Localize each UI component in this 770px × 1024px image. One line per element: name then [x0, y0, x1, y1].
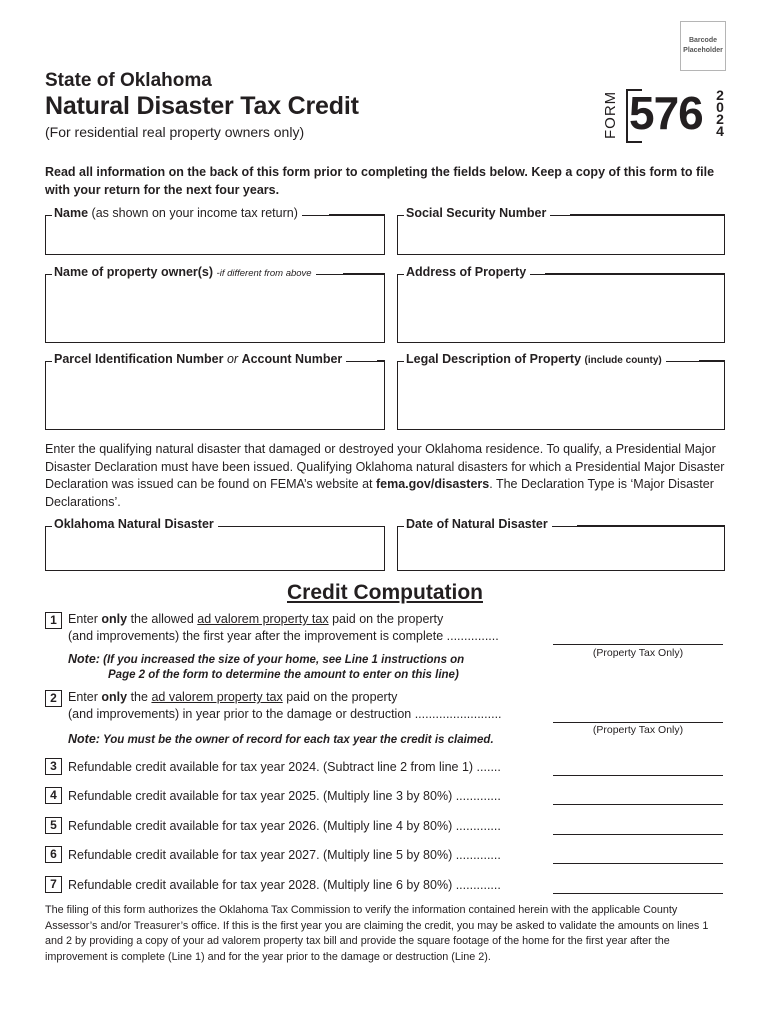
line-1-text-2: (and improvements) the first year after the improvement is complete ...............: [68, 629, 499, 643]
line-2-caption: (Property Tax Only): [592, 724, 684, 736]
year-digit: 4: [716, 123, 724, 139]
line-6-text: Refundable credit available for tax year 2027. (Multiply line 5 by 80%) .............: [68, 848, 501, 862]
line-6-amount[interactable]: [553, 851, 723, 864]
authorization-footer: The filing of this form authorizes the Oklahoma Tax Commission to verify the information contained herein with the applicable County Assessor’s and/or Treasurer’s office. If this is the first year you are claiming the credit, you may be asked to validate the amounts on lines 1 and 2 by providing a copy of your ad valorem property tax bill and provide the square footage of the home for the first year after the improvement is complete (Line 1) and for the year prior to the damage or destruction (Line 2).: [45, 904, 709, 963]
line-2-number: 2: [45, 690, 62, 707]
line-6-number: 6: [45, 846, 62, 863]
line-1-note: Note: (If you increased the size of your home, see Line 1 instructions on: [68, 652, 465, 666]
year-digit: 0: [716, 99, 724, 115]
legal-description-label: Legal Description of Property (include county): [404, 352, 666, 366]
natural-disaster-label: Oklahoma Natural Disaster: [52, 517, 218, 531]
line-2-note: Note: You must be the owner of record for each tax year the credit is claimed.: [68, 732, 494, 746]
disaster-date-label: Date of Natural Disaster: [404, 517, 552, 531]
line-2-amount[interactable]: [553, 710, 723, 723]
barcode-line-1: Barcode: [688, 37, 717, 44]
parcel-number-label: Parcel Identification Number or Account Number: [52, 352, 346, 366]
form-word: FORM: [602, 90, 619, 139]
owner-name-field[interactable]: [45, 265, 385, 343]
form-year: [712, 89, 728, 137]
line-3-text: Refundable credit available for tax year 2024. (Subtract line 2 from line 1) .......: [68, 760, 501, 774]
owner-name-label: Name of property owner(s) -if different from above: [52, 265, 316, 279]
line-4-number: 4: [45, 787, 62, 804]
form-title: Natural Disaster Tax Credit: [45, 92, 359, 120]
form-number: 576: [629, 87, 703, 139]
line-1-text: Enter only the allowed ad valorem property tax paid on the property: [68, 612, 444, 626]
line-1-number: 1: [45, 612, 62, 629]
line-1-note-2: Page 2 of the form to determine the amount to enter on this line): [108, 669, 459, 681]
year-digit: 2: [716, 87, 724, 103]
line-1-amount[interactable]: [553, 632, 723, 645]
line-5-number: 5: [45, 817, 62, 834]
property-address-label: Address of Property: [404, 265, 530, 279]
line-7-amount[interactable]: [553, 881, 723, 894]
line-7-text: Refundable credit available for tax year 2028. (Multiply line 6 by 80%) .............: [68, 878, 501, 892]
fema-link: fema.gov/disasters: [375, 477, 490, 491]
ssn-field[interactable]: [397, 206, 725, 255]
line-2-text-2: (and improvements) in year prior to the damage or destruction .........................: [68, 707, 502, 721]
ssn-label: Social Security Number: [404, 206, 550, 220]
line-3-number: 3: [45, 758, 62, 775]
natural-disaster-field[interactable]: [45, 517, 385, 571]
line-1-caption: (Property Tax Only): [592, 647, 684, 659]
name-field[interactable]: [45, 206, 385, 255]
line-4-amount[interactable]: [553, 792, 723, 805]
line-2-text: Enter only the ad valorem property tax paid on the property: [68, 690, 398, 704]
line-4-text: Refundable credit available for tax year 2025. (Multiply line 3 by 80%) .............: [68, 789, 501, 803]
form-subtitle: (For residential real property owners only): [45, 124, 305, 140]
barcode-line-2: Placeholder: [683, 47, 723, 54]
line-3-amount[interactable]: [553, 763, 723, 776]
property-address-field[interactable]: [397, 265, 725, 343]
year-digit: 2: [716, 111, 724, 127]
disaster-date-field[interactable]: [397, 517, 725, 571]
name-label: Name (as shown on your income tax return): [52, 206, 302, 220]
qualifying-disaster-instructions: Enter the qualifying natural disaster that damaged or destroyed your Oklahoma residence. To qualify, a Presidential Major Disaster Declaration must have been issued. Qualifying Oklahoma natural disasters for which a Presidential Major Disaster Declaration was issued can be found on FEMA’s website at fema.gov/disasters. The Declaration Type is ‘Major Disaster Declarations’.: [45, 442, 725, 509]
form-label: [600, 91, 626, 139]
line-7-number: 7: [45, 876, 62, 893]
barcode-placeholder: [680, 21, 726, 71]
parcel-number-field[interactable]: [45, 352, 385, 430]
line-5-text: Refundable credit available for tax year 2026. (Multiply line 4 by 80%) .............: [68, 819, 501, 833]
section-title: Credit Computation: [287, 581, 483, 604]
line-5-amount[interactable]: [553, 822, 723, 835]
legal-description-field[interactable]: [397, 352, 725, 430]
state-name: State of Oklahoma: [45, 70, 212, 91]
intro-instructions: Read all information on the back of this form prior to completing the fields below. Keep a copy of this form to file with your return for the next four years.: [45, 165, 715, 197]
